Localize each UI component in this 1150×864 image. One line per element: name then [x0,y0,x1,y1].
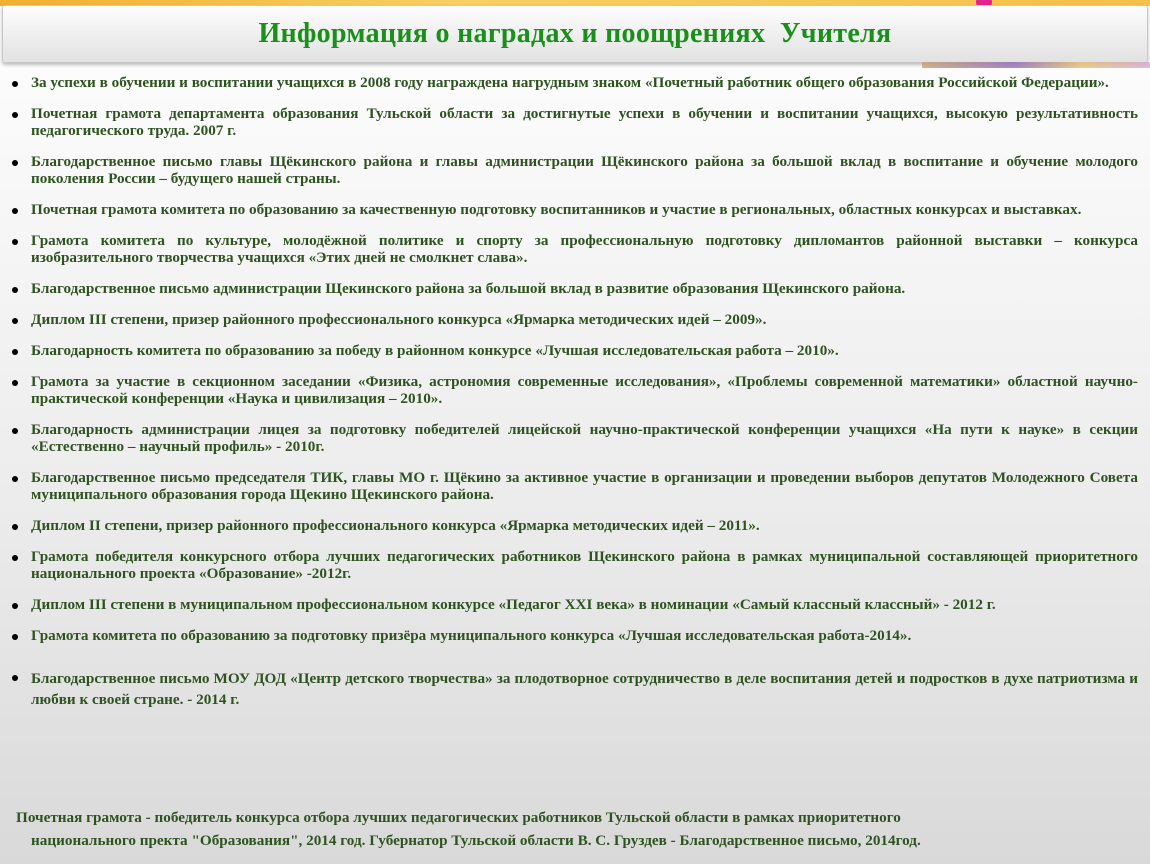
final-note-line1: Почетная грамота - победитель конкурса отбора лучших педагогических работников Тульской области в рамках приоритетного [16,809,901,826]
list-item [0,627,1150,644]
bullet-icon [12,318,18,324]
list-item [0,668,1150,710]
list-item [0,469,1150,503]
list-item [0,421,1150,455]
bullet-icon [12,112,18,118]
list-item [0,201,1150,218]
award-text: За успехи в обучении и воспитании учащихся в 2008 году награждена нагрудным знаком «Почетный работник общего образования Российской Федерации». [31,74,1109,91]
award-text: Грамота комитета по образованию за подготовку призёра муниципального конкурса «Лучшая исследовательская работа-2014». [31,627,912,644]
award-text: Почетная грамота комитета по образованию за качественную подготовку воспитанников и участие в региональных, областных конкурсах и выставках. [31,201,1082,218]
award-text: Благодарность администрации лицея за подготовку победителей лицейской научно-практической конференции учащихся «На пути к науке» в секции «Естественно – научный профиль» - 2010г. [31,421,1138,455]
bullet-icon [12,239,18,245]
bullet-icon [12,603,18,609]
award-text: Грамота за участие в секционном заседании «Физика, астрономия современные исследования», «Проблемы современной математики» областной научно-практической конференции «Наука и цивилизация – 2010». [31,373,1138,407]
decor-corner-image [922,62,1150,68]
award-text: Грамота комитета по культуре, молодёжной политике и спорту за профессиональную подготовку дипломантов районной выставки – конкурса изобразительного творчества учащихся «Этих дней не смолкнет слава». [31,232,1138,266]
bullet-icon [12,428,18,434]
award-text: Благодарственное письмо МОУ ДОД «Центр детского творчества» за плодотворное сотрудничество в деле воспитания детей и подростков в духе патриотизма и любви к своей стране. - 2014 г. [31,670,1138,708]
list-item [0,548,1150,582]
bullet-icon [12,675,18,681]
award-text: Благодарственное письмо администрации Щекинского района за большой вклад в развитие образования Щекинского района. [31,280,906,297]
award-text: Диплом II степени, призер районного профессионального конкурса «Ярмарка методических идей – 2011». [31,517,760,534]
award-text: Грамота победителя конкурсного отбора лучших педагогических работников Щекинского района в рамках муниципальной составляющей приоритетного национального проекта «Образование» -2012г. [31,548,1138,582]
bullet-icon [12,349,18,355]
bullet-icon [12,380,18,386]
award-text: Благодарственное письмо председателя ТИК, главы МО г. Щёкино за активное участие в организации и проведении выборов депутатов Молодежного Совета муниципального образования города Щекино Щекинского района. [31,469,1138,503]
list-item [0,342,1150,359]
list-item [0,517,1150,534]
award-text: Благодарственное письмо главы Щёкинского района и главы администрации Щёкинского района за большой вклад в воспитание и обучение молодого поколения России – будущего нашей страны. [31,153,1138,187]
list-item [0,596,1150,613]
list-item [0,153,1150,187]
bullet-icon [12,476,18,482]
bullet-icon [12,524,18,530]
list-item [0,280,1150,297]
bullet-icon [12,287,18,293]
awards-list [0,74,1150,724]
final-note [16,806,1138,852]
award-text: Благодарность комитета по образованию за победу в районном конкурсе «Лучшая исследовательская работа – 2010». [31,342,839,359]
bullet-icon [12,634,18,640]
bullet-icon [12,160,18,166]
list-item [0,232,1150,266]
list-item [0,105,1150,139]
title-bar [2,5,1148,63]
bullet-icon [12,208,18,214]
award-text: Диплом III степени в муниципальном профессиональном конкурсе «Педагог XXI века» в номинации «Самый классный классный» - 2012 г. [31,596,996,613]
award-text: Диплом III степени, призер районного профессионального конкурса «Ярмарка методических идей – 2009». [31,311,767,328]
list-item [0,311,1150,328]
bullet-icon [12,81,18,87]
page-title: Информация о наградах и поощрениях Учителя [258,18,892,49]
final-note-line2: национального пректа "Образования", 2014 год. Губернатор Тульской области В. С. Груздев - Благодарственное письмо, 2014год. [31,832,921,849]
list-item [0,373,1150,407]
bullet-icon [12,555,18,561]
list-item [0,74,1150,91]
award-text: Почетная грамота департамента образования Тульской области за достигнутые успехи в обучении и воспитании учащихся, высокую результативность педагогического труда. 2007 г. [31,105,1138,139]
